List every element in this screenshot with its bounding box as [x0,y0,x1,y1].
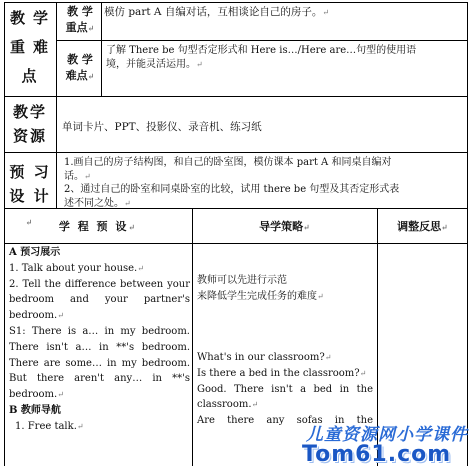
return-mark: ↵ [251,400,259,410]
preview-line: 话。 [64,171,84,182]
focus-content [104,5,464,20]
strategy-line: Good. There isn't a bed in the [197,383,373,395]
plan-line: 2. Tell the difference between your [9,278,190,290]
focus-label [60,4,100,36]
difficulty-content [106,44,466,72]
label-char: 重 [9,38,27,56]
border-label-divider [56,2,57,208]
difficulty-line: 了解 There be 句型否定形式和 Here is…/Here are…句型的使用语 [106,45,417,56]
preview-label-line: 设 计 [9,187,51,205]
focus-text: 模仿 part A 自编对话，互相谈论自己的房子。 [104,6,323,18]
strategy-line: Is there a bed in the classroom? [197,367,360,379]
watermark-chinese-text: 儿童资源网小学课件 [306,425,468,445]
strategy-dialogue [197,350,373,429]
return-mark: ↵ [128,222,138,232]
header-learning-plan [5,218,191,234]
resources-content [62,120,462,134]
return-mark: ↵ [84,172,91,181]
site-watermark-logo [300,420,472,468]
plan-line: 1. Free talk. [15,420,77,432]
return-mark: ↵ [196,60,203,69]
preview-line: 1.画自己的房子结构图，和自己的卧室图，模仿课本 part A 和同桌自编对 [64,157,392,168]
preview-item-1 [64,156,464,184]
border-top-section-bottom [4,96,468,97]
resources-text: 单词卡片、PPT、投影仪、录音机、练习纸 [62,121,262,133]
label-char: 学 [33,9,51,27]
return-mark: ↵ [303,222,310,232]
preview-line: 2、通过自己的卧室和同桌卧室的比较，试用 there be 句型及其否定形式表 [64,184,400,195]
header-reflection [378,218,467,234]
return-mark: ↵ [322,8,330,17]
border-left [4,2,5,466]
plan-line: bedroom. [9,389,58,401]
preview-line: 述不同之处。 [64,198,124,209]
return-mark: ↵ [441,222,448,232]
border-col1-divider [192,208,193,466]
return-mark: ↵ [137,263,144,273]
plan-line: There are some… in my bedroom. [9,357,190,369]
strategy-column [197,273,373,305]
label-char: 难 [33,38,51,56]
border-right [467,2,468,466]
resources-label-line: 资源 [12,127,47,145]
return-mark: ↵ [87,23,95,33]
resources-label-line: 教学 [12,103,47,121]
border-resources-bottom [4,152,468,153]
plan-line: But there aren't any… in **'s [9,373,190,385]
strategy-line: 教师可以先进行示范 [197,275,287,286]
strategy-line: Are there any sofas in the [197,415,373,427]
strategy-line: 来降低学生完成任务的难度 [197,290,317,302]
plan-line: bedroom. [9,310,58,322]
return-mark: ↵ [324,353,332,362]
preview-label-line: 预 习 [9,163,51,181]
learning-plan-column [9,245,190,435]
return-mark: ↵ [359,368,367,378]
header-strategy [193,218,376,234]
difficulty-label [60,52,100,84]
section-a-heading: A 预习展示 [9,247,61,258]
plan-line: bedroom and your partner's [9,294,190,306]
border-header-bottom [4,243,468,244]
label-char: 点 [21,67,39,85]
strategy-line: What's in our classroom? [197,352,325,363]
return-mark: ↵ [57,311,64,321]
plan-line: S1: There is a… in my bedroom. [9,325,190,337]
header-col1-text: 学 程 预 设 [58,220,129,233]
return-mark: ↵ [87,71,95,81]
resources-label [6,100,54,148]
return-mark: ↵ [57,390,64,400]
return-mark: ↵ [317,291,324,301]
return-mark: ↵ [76,421,84,431]
label-char: 教 [9,9,27,27]
return-mark: ↵ [124,199,131,208]
strategy-line: classroom. [197,399,252,411]
difficulty-line: 境，并能灵活运用。 [106,59,196,70]
return-mark: ↵ [25,217,35,227]
border-top [4,2,468,3]
plan-line: 1. Talk about your house. [9,262,138,274]
plan-line: There isn't a… in **'s bedroom. [9,341,190,353]
header-col2-text: 导学策略 [259,220,304,233]
focus-difficulty-label [6,4,54,91]
border-focus-bottom [56,40,468,41]
section-b-heading: B 教师导航 [9,404,61,416]
focus-label-text: 教 学 重点 [65,5,93,34]
preview-item-2 [64,183,464,211]
difficulty-label-text: 教 学 难点 [65,53,93,82]
border-sublabel-divider [101,2,102,96]
watermark-domain-text: Tom61.com [302,442,452,467]
header-col3-text: 调整反思 [397,220,442,233]
